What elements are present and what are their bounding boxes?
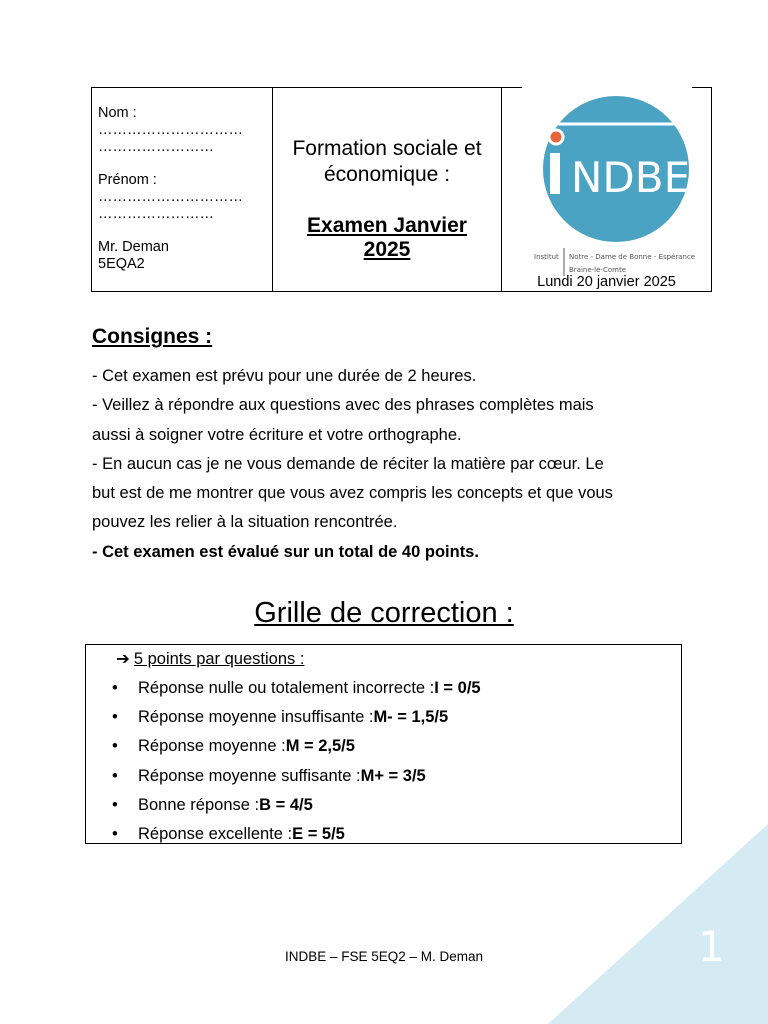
logo-subtitle: Braine-le-Comte bbox=[569, 266, 627, 274]
grade-label: Réponse moyenne : bbox=[138, 737, 286, 756]
list-item bbox=[112, 792, 481, 821]
list-item bbox=[112, 675, 481, 704]
list-item bbox=[112, 763, 481, 792]
logo-cell bbox=[502, 88, 711, 291]
grade-value: M = 2,5/5 bbox=[285, 737, 355, 756]
exam-date: Lundi 20 janvier 2025 bbox=[537, 274, 676, 290]
exam-title bbox=[273, 214, 501, 262]
consignes-title: Consignes : bbox=[92, 325, 213, 348]
consigne-line: but est de me montrer que vous avez compris les concepts et que vous bbox=[92, 484, 613, 503]
consigne-line: aussi à soigner votre écriture et votre orthographe. bbox=[92, 425, 462, 444]
grade-label: Bonne réponse : bbox=[138, 795, 260, 814]
grade-value: I = 0/5 bbox=[434, 679, 481, 697]
grade-label: Réponse nulle ou totalement incorrecte : bbox=[138, 679, 435, 697]
prenom-label: Prénom : bbox=[98, 172, 157, 188]
arrow-icon: ➔ bbox=[116, 650, 130, 668]
consigne-line: - Cet examen est prévu pour une durée de 2 heures. bbox=[92, 367, 477, 385]
student-info-cell bbox=[92, 88, 273, 291]
logo-text: NDBE bbox=[571, 153, 691, 202]
header-table bbox=[91, 87, 712, 292]
consigne-line: pouvez les relier à la situation rencontrée. bbox=[92, 513, 398, 532]
grade-label: Réponse moyenne insuffisante : bbox=[138, 708, 374, 727]
exam-title-line: 2025 bbox=[363, 238, 411, 261]
page-number: 1 bbox=[698, 922, 725, 971]
grade-value: M+ = 3/5 bbox=[360, 766, 426, 785]
grille-heading-text: 5 points par questions : bbox=[133, 650, 305, 668]
grade-value: E = 5/5 bbox=[292, 824, 345, 843]
class-code: 5EQA2 bbox=[98, 256, 145, 272]
prenom-dots: …………………… bbox=[98, 206, 214, 222]
course-title: économique : bbox=[323, 163, 451, 186]
bullet-icon: • bbox=[112, 766, 118, 785]
course-title-cell bbox=[273, 88, 502, 291]
consigne-line: - Veillez à répondre aux questions avec des phrases complètes mais bbox=[92, 396, 594, 415]
exam-title-line: Examen Janvier bbox=[307, 214, 467, 237]
list-item bbox=[112, 704, 481, 733]
indbe-logo bbox=[528, 88, 698, 278]
grade-value: B = 4/5 bbox=[259, 795, 313, 814]
course-title: Formation sociale et bbox=[292, 137, 482, 160]
bullet-icon: • bbox=[112, 679, 118, 697]
bullet-icon: • bbox=[112, 737, 118, 756]
grille-list bbox=[112, 675, 481, 850]
logo-subtitle: Notre - Dame de Bonne - Espérance bbox=[569, 253, 696, 261]
logo-subtitle: Institut bbox=[534, 253, 559, 261]
prenom-dots: ………………………… bbox=[98, 189, 243, 205]
bullet-icon: • bbox=[112, 824, 118, 843]
consigne-line: - En aucun cas je ne vous demande de réciter la matière par cœur. Le bbox=[92, 454, 604, 473]
list-item bbox=[112, 821, 481, 850]
consigne-line-total: - Cet examen est évalué sur un total de 40 points. bbox=[92, 542, 479, 561]
corner-triangle bbox=[548, 824, 768, 1024]
bullet-icon: • bbox=[112, 708, 118, 727]
footer-text: INDBE – FSE 5EQ2 – M. Deman bbox=[284, 949, 484, 964]
grille-heading bbox=[116, 649, 304, 669]
grille-box bbox=[85, 644, 682, 844]
grade-label: Réponse moyenne suffisante : bbox=[138, 766, 361, 785]
grade-value: M- = 1,5/5 bbox=[373, 708, 449, 727]
grille-title: Grille de correction : bbox=[254, 597, 514, 629]
teacher-name: Mr. Deman bbox=[98, 239, 169, 255]
nom-label: Nom : bbox=[98, 105, 137, 121]
list-item bbox=[112, 733, 481, 762]
consignes-body bbox=[92, 362, 682, 567]
bullet-icon: • bbox=[112, 795, 118, 814]
nom-dots: …………………… bbox=[98, 139, 214, 155]
nom-dots: ………………………… bbox=[98, 122, 243, 138]
grade-label: Réponse excellente : bbox=[138, 824, 293, 843]
